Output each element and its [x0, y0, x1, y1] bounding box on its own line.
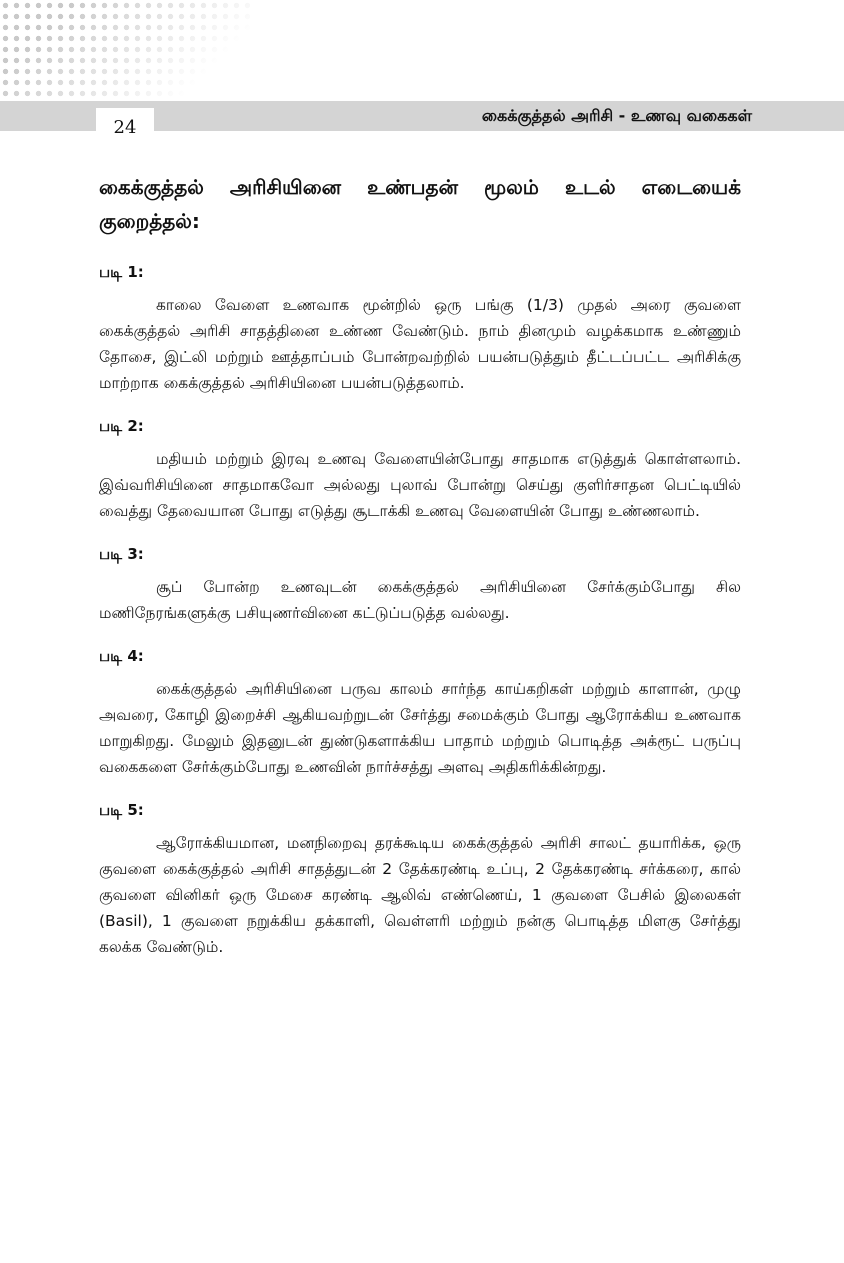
running-header: கைக்குத்தல் அரிசி - உணவு வகைகள் — [481, 106, 752, 125]
step-label: படி 5: — [99, 801, 144, 819]
section-title: கைக்குத்தல் அரிசியினை உண்பதன் மூலம் உடல் எடையைக் குறைத்தல்: — [99, 175, 741, 233]
step-text: ஆரோக்கியமான, மனநிறைவு தரக்கூடிய கைக்குத்தல் அரிசி சாலட் தயாரிக்க, ஒரு குவளை கைக்குத்தல் அரிசி சாதத்துடன் 2 தேக்கரண்டி உப்பு, 2 தேக்கரண்டி சர்க்கரை, கால் குவளை வினிகர் ஒரு மேசை கரண்டி ஆலிவ் எண்ணெய், 1 குவளை பேசில் இலைகள் (Basil), 1 குவளை நறுக்கிய தக்காளி, வெள்ளரி மற்றும் நன்கு பொடித்த மிளகு சேர்த்து கலக்க வேண்டும். — [99, 834, 741, 956]
step-text: சூப் போன்ற உணவுடன் கைக்குத்தல் அரிசியினை சேர்க்கும்போது சில மணிநேரங்களுக்கு பசியுணர்வினை கட்டுப்படுத்த வல்லது. — [99, 578, 741, 622]
step-3 — [99, 542, 741, 626]
page-content — [99, 170, 741, 978]
step-text: காலை வேளை உணவாக மூன்றில் ஒரு பங்கு (1/3) முதல் அரை குவளை கைக்குத்தல் அரிசி சாதத்தினை உண்ண வேண்டும். நாம் தினமும் வழக்கமாக உண்ணும் தோசை, இட்லி மற்றும் ஊத்தாப்பம் போன்றவற்றில் பயன்படுத்தும் தீட்டப்பட்ட அரிசிக்கு மாற்றாக கைக்குத்தல் அரிசியினை பயன்படுத்தலாம். — [99, 296, 741, 392]
step-label: படி 3: — [99, 545, 144, 563]
step-label: படி 1: — [99, 263, 144, 281]
step-text: கைக்குத்தல் அரிசியினை பருவ காலம் சார்ந்த காய்கறிகள் மற்றும் காளான், முழு அவரை, கோழி இறைச்சி ஆகியவற்றுடன் சேர்த்து சமைக்கும் போது ஆரோக்கிய உணவாக மாறுகிறது. மேலும் இதனுடன் துண்டுகளாக்கிய பாதாம் மற்றும் பொடித்த அக்ரூட் பருப்பு வகைகளை சேர்க்கும்போது உணவின் நார்ச்சத்து அளவு அதிகரிக்கின்றது. — [99, 680, 741, 776]
step-label: படி 4: — [99, 647, 144, 665]
page-number: 24 — [96, 108, 154, 146]
step-4 — [99, 644, 741, 780]
step-label: படி 2: — [99, 417, 144, 435]
step-5 — [99, 798, 741, 960]
step-2 — [99, 414, 741, 524]
step-text: மதியம் மற்றும் இரவு உணவு வேளையின்போது சாதமாக எடுத்துக் கொள்ளலாம். இவ்வரிசியினை சாதமாகவோ அல்லது புலாவ் போன்று செய்து குளிர்சாதன பெட்டியில் வைத்து தேவையான போது எடுத்து சூடாக்கி உணவு வேளையின் போது உண்ணலாம். — [99, 450, 741, 520]
step-1 — [99, 260, 741, 396]
halftone-decoration — [0, 0, 250, 110]
